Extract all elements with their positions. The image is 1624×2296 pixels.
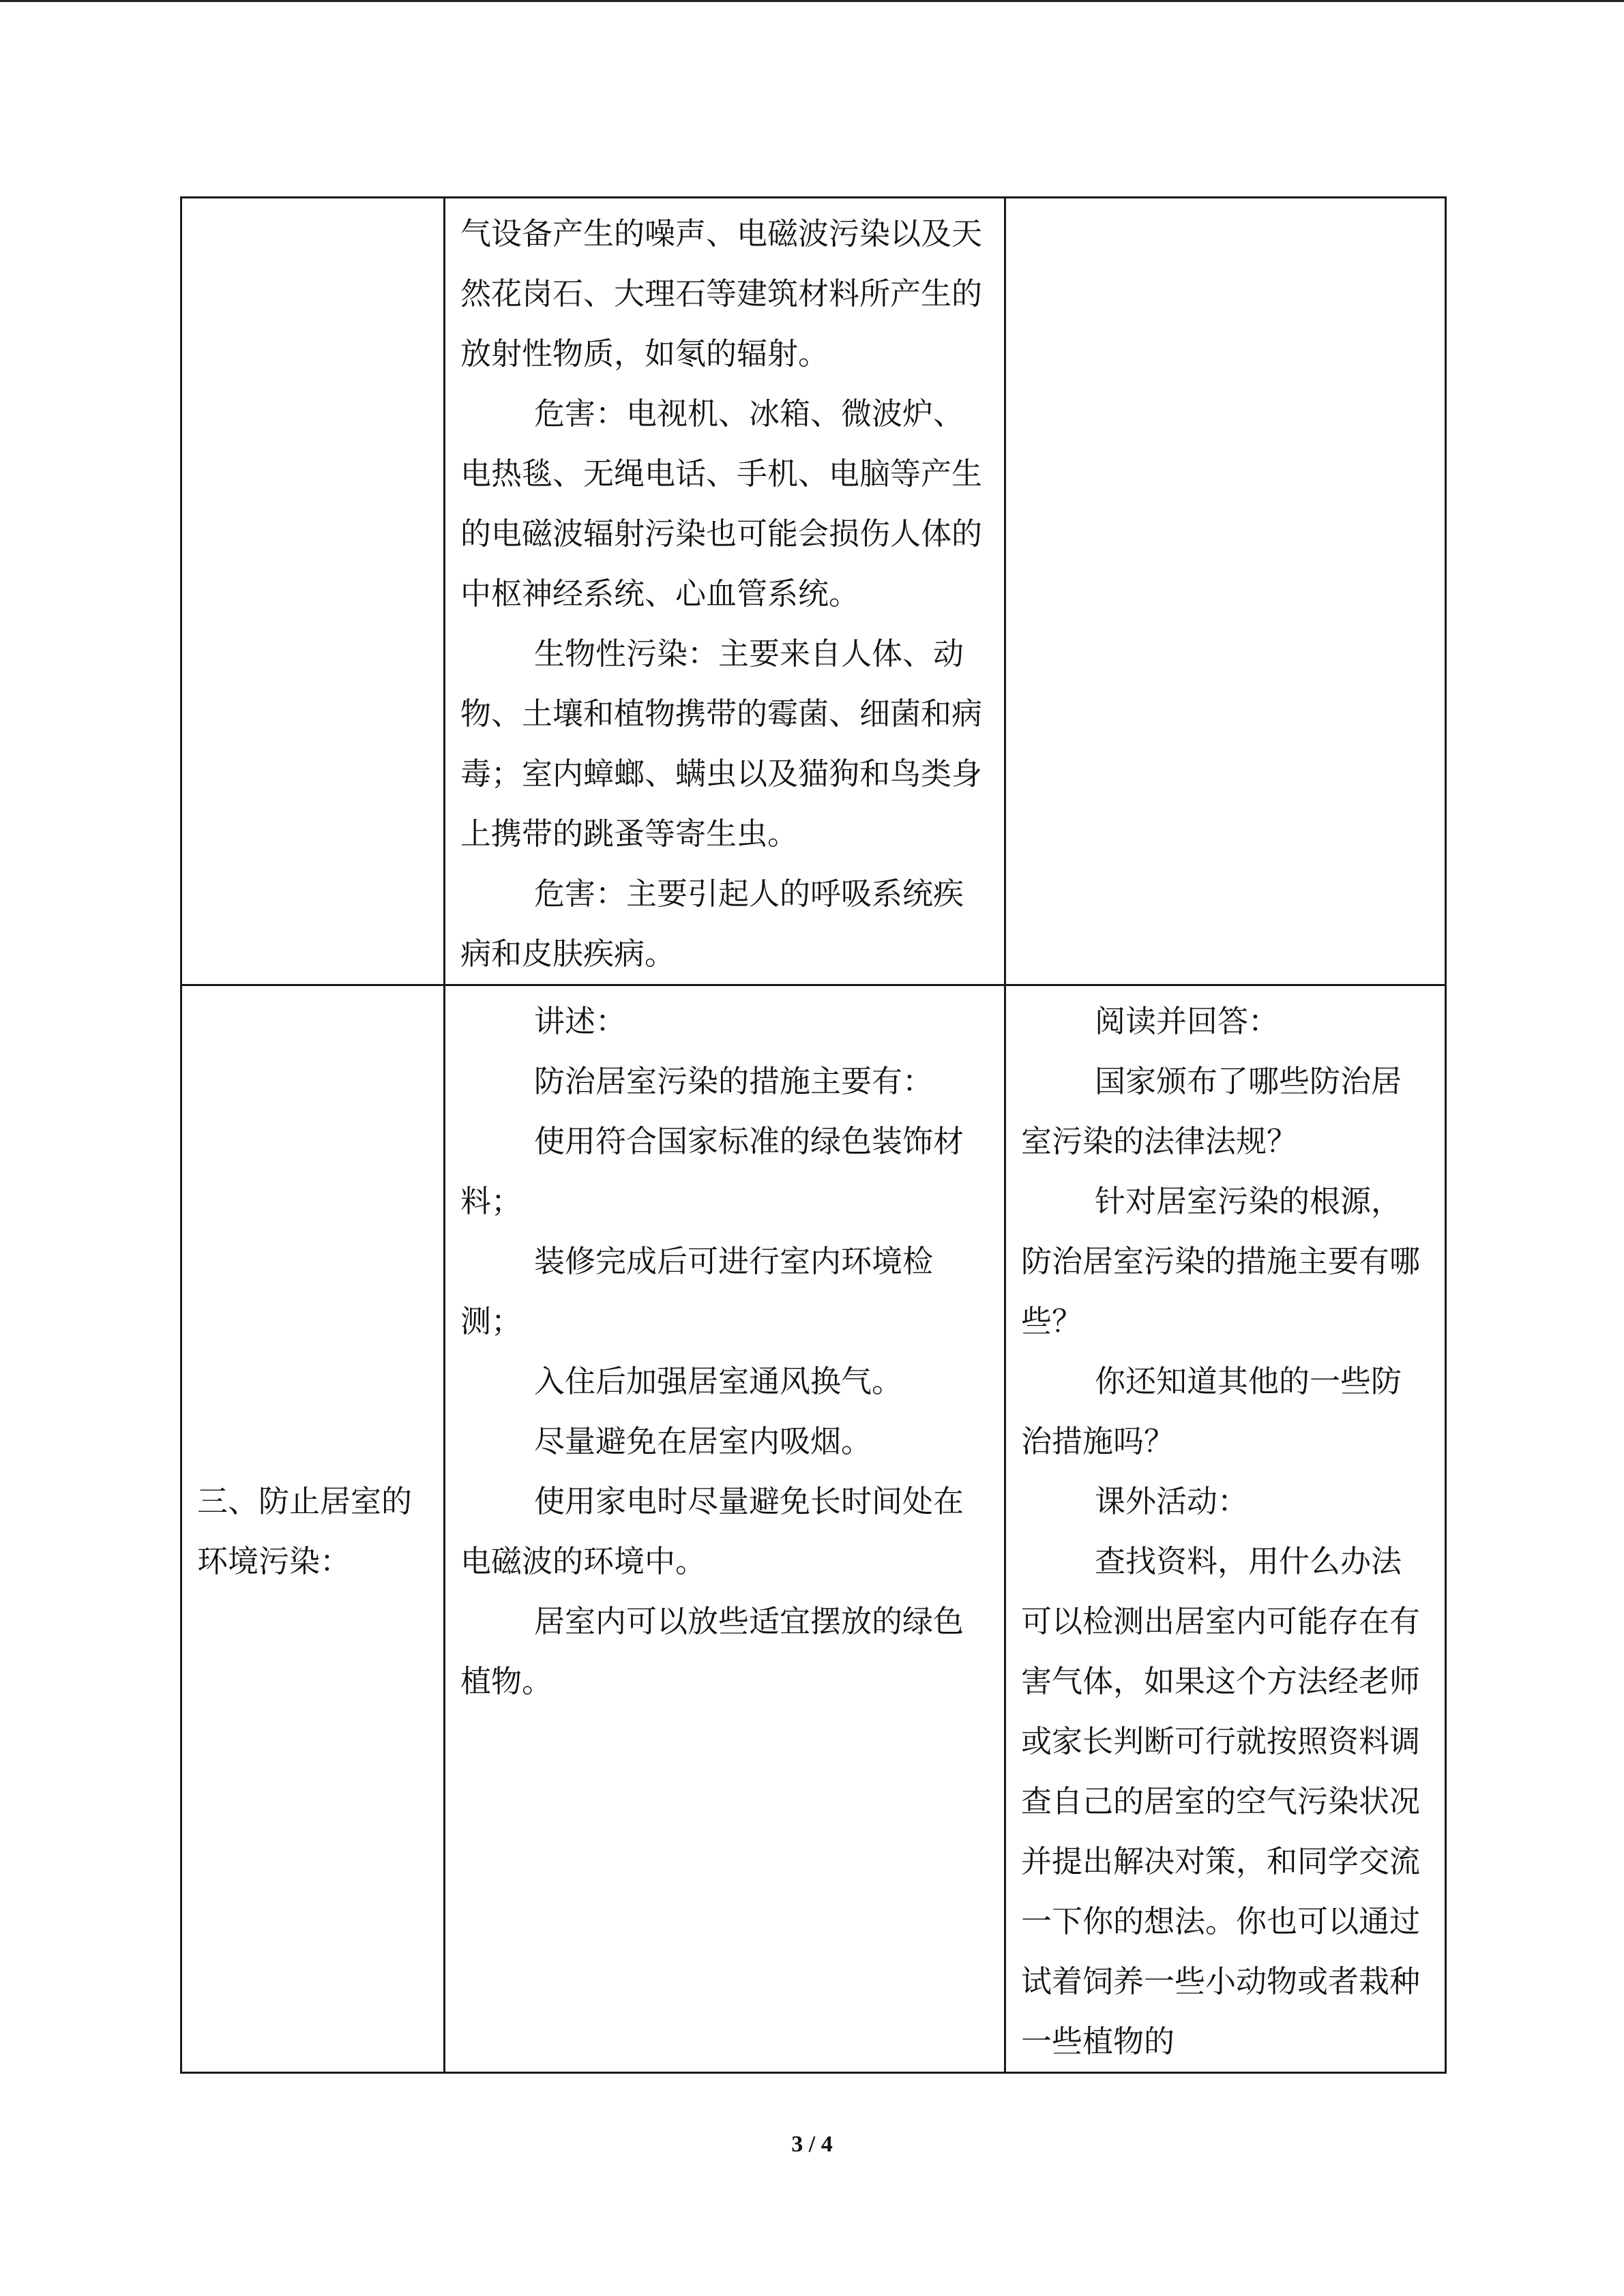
paragraph: 防治居室污染的措施主要有：: [534, 1063, 934, 1099]
paragraph: 尽量避免在居室内吸烟。: [534, 1423, 872, 1459]
page-number: 3 / 4: [791, 2132, 833, 2157]
paragraph: 课外活动：: [1095, 1483, 1249, 1519]
paragraph: 国家颁布了哪些防治居室污染的法律法规？: [1021, 1063, 1402, 1159]
paragraph: 入住后加强居室通风换气。: [534, 1363, 903, 1399]
section-title: 三、防止居室的环境污染：: [197, 1483, 413, 1579]
paragraph: 气设备产生的噪声、电磁波污染以及天然花岗石、大理石等建筑材料所产生的放射性物质，如氡的辐射。: [460, 215, 983, 372]
paragraph: 你还知道其他的一些防治措施吗？: [1021, 1363, 1402, 1459]
paragraph: 危害：主要引起人的呼吸系统疾病和皮肤疾病。: [460, 876, 964, 972]
teacher-activity-cell: [445, 198, 1005, 985]
paragraph: 查找资料，用什么办法可以检测出居室内可能存在有害气体，如果这个方法经老师或家长判断可行就按照资料调查自己的居室的空气污染状况并提出解决对策，和同学交流一下你的想法。你也可以通过试着饲养一些小动物或者栽种一些植物的: [1021, 1543, 1421, 2059]
table-row: [181, 198, 1446, 985]
page-top-border: [0, 0, 1624, 2]
student-activity-cell-empty: [1005, 198, 1446, 985]
paragraph: 装修完成后可进行室内环境检测；: [460, 1243, 934, 1339]
section-cell-empty: [181, 198, 445, 985]
paragraph: 居室内可以放些适宜摆放的绿色植物。: [460, 1603, 964, 1699]
paragraph: 讲述：: [534, 1003, 627, 1039]
paragraph: 使用符合国家标准的绿色装饰材料；: [460, 1123, 964, 1219]
teacher-activity-cell: [445, 985, 1005, 2073]
student-activity-cell: [1005, 985, 1446, 2073]
paragraph: 阅读并回答：: [1095, 1003, 1280, 1039]
paragraph: 使用家电时尽量避免长时间处在电磁波的环境中。: [460, 1483, 964, 1579]
paragraph: 针对居室污染的根源，防治居室污染的措施主要有哪些？: [1021, 1183, 1421, 1339]
paragraph: 生物性污染：主要来自人体、动物、土壤和植物携带的霉菌、细菌和病毒；室内蟑螂、螨虫以及猫狗和鸟类身上携带的跳蚤等寄生虫。: [460, 636, 983, 852]
table-row: [181, 985, 1446, 2073]
lesson-plan-table: [180, 196, 1447, 2074]
paragraph: 危害：电视机、冰箱、微波炉、电热毯、无绳电话、手机、电脑等产生的电磁波辐射污染也可能会损伤人体的中枢神经系统、心血管系统。: [460, 396, 983, 612]
section-title-cell: [181, 985, 445, 2073]
